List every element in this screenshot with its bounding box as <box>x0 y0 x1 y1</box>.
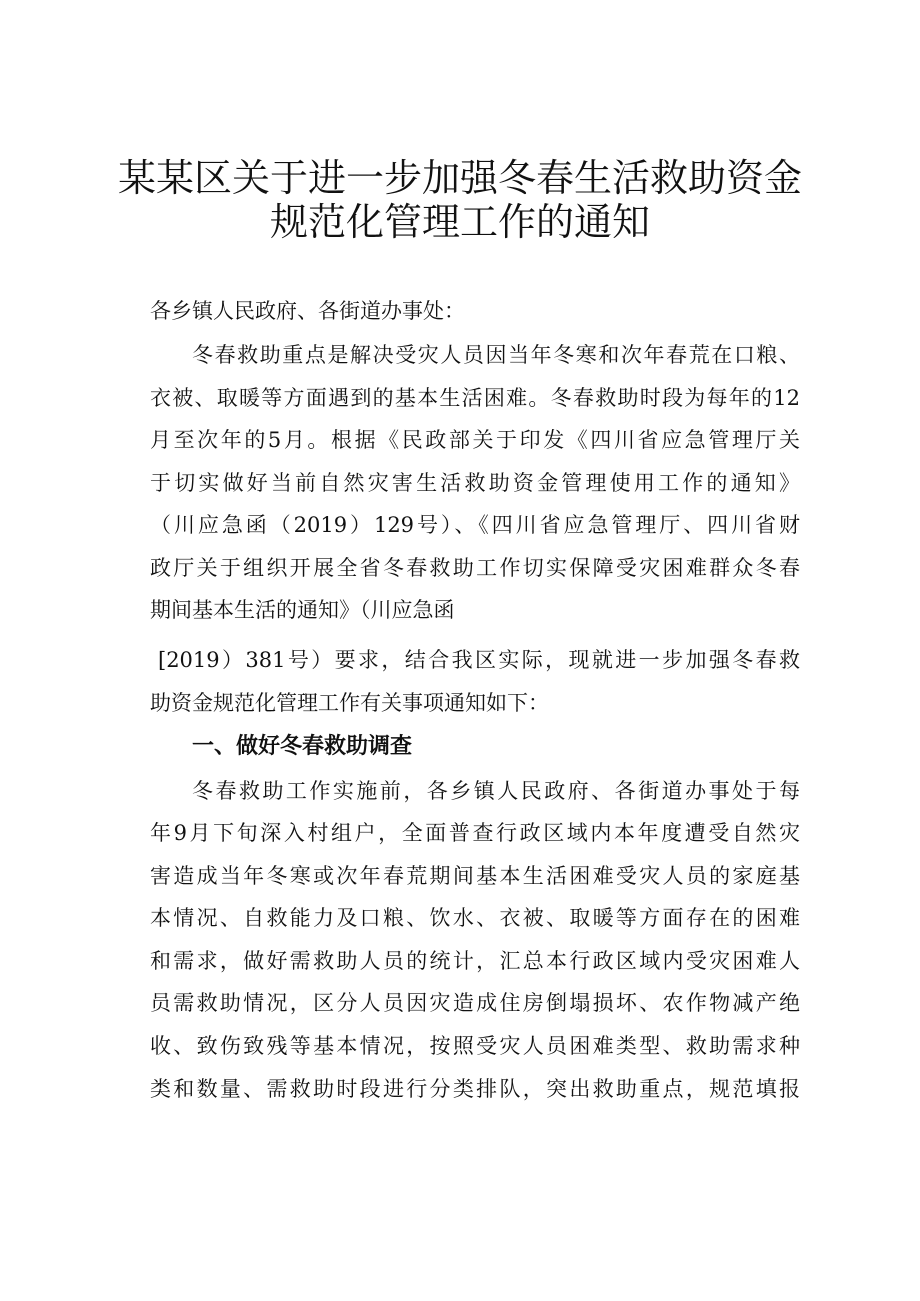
section-heading-1: 一、做好冬春救助调查 <box>192 734 413 759</box>
paragraph-1-line: 助资金规范化管理工作有关事项通知如下： <box>150 691 549 715</box>
paragraph-2-line: 员需救助情况，区分人员因灾造成住房倒塌损坏、农作物减产绝 <box>150 991 800 1015</box>
paragraph-1-line: 政厅关于组织开展全省冬春救助工作切实保障受灾困难群众冬春 <box>150 556 800 580</box>
paragraph-2-line: 收、致伤致残等基本情况，按照受灾人员困难类型、救助需求种 <box>150 1034 800 1058</box>
paragraph-1-line: 月至次年的5月。根据《民政部关于印发《四川省应急管理厅关 <box>150 428 800 452</box>
paragraph-2-line: 年9月下旬深入村组户，全面普查行政区域内本年度遭受自然灾 <box>150 821 800 845</box>
document-title-line-1: 某某区关于进一步加强冬春生活救助资金 <box>117 156 802 200</box>
paragraph-2-line: 冬春救助工作实施前，各乡镇人民政府、各街道办事处于每 <box>192 779 800 803</box>
paragraph-1-line: 冬春救助重点是解决受灾人员因当年冬寒和次年春荒在口粮、 <box>192 343 800 367</box>
salutation: 各乡镇人民政府、各街道办事处： <box>150 299 465 323</box>
document-title-line-2: 规范化管理工作的通知 <box>269 200 650 244</box>
paragraph-1-line: 期间基本生活的通知》（川应急函 <box>150 598 455 622</box>
paragraph-1-line: 于切实做好当前自然灾害生活救助资金管理使用工作的通知》 <box>150 471 800 495</box>
paragraph-1-line: [2019）381号）要求，结合我区实际，现就进一步加强冬春救 <box>158 648 800 672</box>
paragraph-2-line: 类和数量、需救助时段进行分类排队，突出救助重点，规范填报 <box>150 1077 800 1101</box>
paragraph-2-line: 和需求，做好需救助人员的统计，汇总本行政区域内受灾困难人 <box>150 949 800 973</box>
paragraph-1-line: 衣被、取暖等方面遇到的基本生活困难。冬春救助时段为每年的12 <box>150 386 800 410</box>
paragraph-2-line: 害造成当年冬寒或次年春荒期间基本生活困难受灾人员的家庭基 <box>150 864 800 888</box>
paragraph-2-line: 本情况、自救能力及口粮、饮水、衣被、取暖等方面存在的困难 <box>150 906 800 930</box>
paragraph-1-line: （川应急函（2019）129号）、《四川省应急管理厅、四川省财 <box>150 513 800 537</box>
